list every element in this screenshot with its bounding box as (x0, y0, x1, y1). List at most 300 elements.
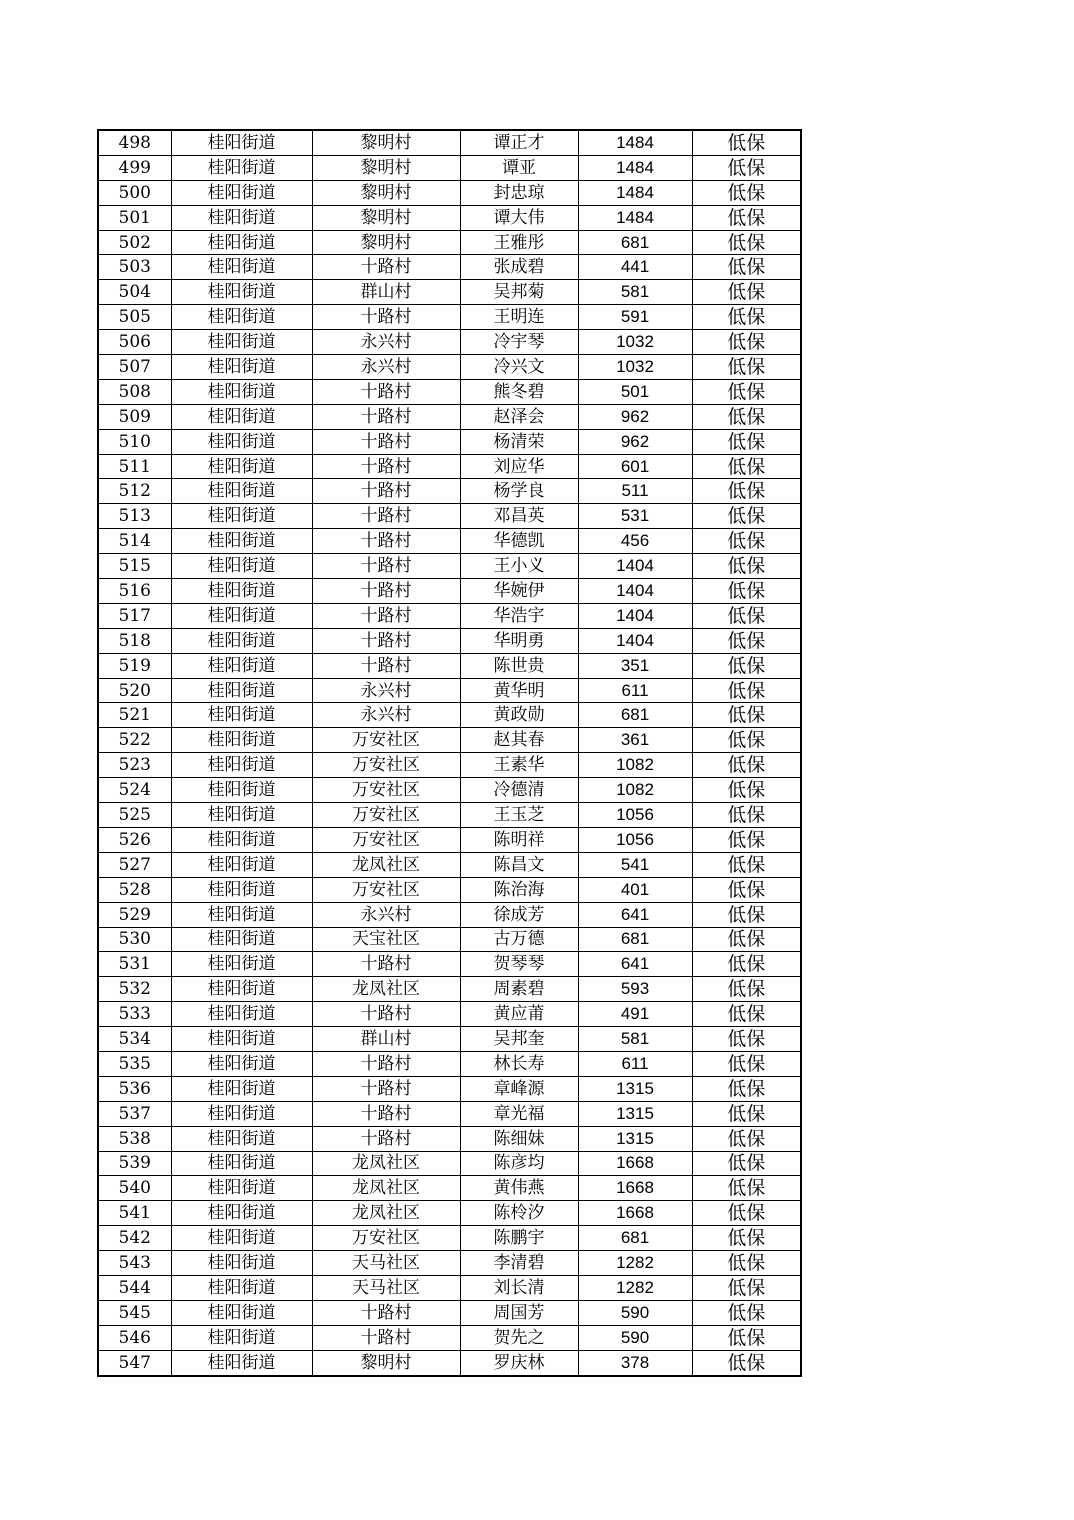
village-cell: 万安社区 (312, 728, 460, 753)
row-number-cell: 524 (98, 778, 171, 803)
assistance-type-cell: 低保 (692, 852, 801, 877)
table-row (98, 454, 801, 479)
name-cell: 贺琴琴 (460, 952, 578, 977)
amount-cell: 1032 (578, 330, 692, 355)
village-cell: 黎明村 (312, 1350, 460, 1375)
assistance-type-cell: 低保 (692, 479, 801, 504)
village-cell: 十路村 (312, 1300, 460, 1325)
row-number-cell: 504 (98, 280, 171, 305)
subdistrict-cell: 桂阳街道 (171, 852, 312, 877)
table-row (98, 1251, 801, 1276)
row-number-cell: 510 (98, 429, 171, 454)
subdistrict-cell: 桂阳街道 (171, 429, 312, 454)
assistance-type-cell: 低保 (692, 155, 801, 180)
subdistrict-cell: 桂阳街道 (171, 355, 312, 380)
table-row (98, 1002, 801, 1027)
village-cell: 十路村 (312, 1002, 460, 1027)
table-row (98, 180, 801, 205)
row-number-cell: 520 (98, 678, 171, 703)
name-cell: 陈柃汐 (460, 1201, 578, 1226)
name-cell: 陈昌文 (460, 852, 578, 877)
name-cell: 王素华 (460, 753, 578, 778)
village-cell: 十路村 (312, 454, 460, 479)
table-row (98, 678, 801, 703)
table-row (98, 579, 801, 604)
row-number-cell: 540 (98, 1176, 171, 1201)
name-cell: 华婉伊 (460, 579, 578, 604)
name-cell: 陈世贵 (460, 653, 578, 678)
table-row (98, 1051, 801, 1076)
amount-cell: 531 (578, 504, 692, 529)
row-number-cell: 525 (98, 803, 171, 828)
row-number-cell: 515 (98, 554, 171, 579)
village-cell: 龙凤社区 (312, 977, 460, 1002)
row-number-cell: 543 (98, 1251, 171, 1276)
name-cell: 王雅彤 (460, 230, 578, 255)
village-cell: 万安社区 (312, 1226, 460, 1251)
row-number-cell: 535 (98, 1051, 171, 1076)
amount-cell: 1082 (578, 753, 692, 778)
name-cell: 刘长清 (460, 1275, 578, 1300)
assistance-type-cell: 低保 (692, 330, 801, 355)
amount-cell: 361 (578, 728, 692, 753)
village-cell: 万安社区 (312, 827, 460, 852)
name-cell: 陈明祥 (460, 827, 578, 852)
subdistrict-cell: 桂阳街道 (171, 404, 312, 429)
amount-cell: 1082 (578, 778, 692, 803)
subdistrict-cell: 桂阳街道 (171, 1027, 312, 1052)
amount-cell: 1404 (578, 579, 692, 604)
table-row (98, 1076, 801, 1101)
village-cell: 龙凤社区 (312, 1151, 460, 1176)
row-number-cell: 545 (98, 1300, 171, 1325)
name-cell: 杨清荣 (460, 429, 578, 454)
subdistrict-cell: 桂阳街道 (171, 155, 312, 180)
table-row (98, 703, 801, 728)
assistance-type-cell: 低保 (692, 1176, 801, 1201)
name-cell: 黄应莆 (460, 1002, 578, 1027)
table-row (98, 603, 801, 628)
subdistrict-cell: 桂阳街道 (171, 230, 312, 255)
assistance-type-cell: 低保 (692, 1350, 801, 1375)
amount-cell: 1032 (578, 355, 692, 380)
assistance-type-cell: 低保 (692, 554, 801, 579)
subdistrict-cell: 桂阳街道 (171, 778, 312, 803)
name-cell: 罗庆林 (460, 1350, 578, 1375)
table-row (98, 1176, 801, 1201)
assistance-type-cell: 低保 (692, 753, 801, 778)
village-cell: 天宝社区 (312, 927, 460, 952)
amount-cell: 541 (578, 852, 692, 877)
row-number-cell: 513 (98, 504, 171, 529)
table-row (98, 753, 801, 778)
name-cell: 冷德清 (460, 778, 578, 803)
name-cell: 贺先之 (460, 1325, 578, 1350)
amount-cell: 591 (578, 305, 692, 330)
village-cell: 十路村 (312, 379, 460, 404)
row-number-cell: 518 (98, 628, 171, 653)
assistance-type-cell: 低保 (692, 728, 801, 753)
amount-cell: 1484 (578, 155, 692, 180)
row-number-cell: 537 (98, 1101, 171, 1126)
subdistrict-cell: 桂阳街道 (171, 1076, 312, 1101)
village-cell: 十路村 (312, 554, 460, 579)
row-number-cell: 528 (98, 877, 171, 902)
name-cell: 陈细妹 (460, 1126, 578, 1151)
village-cell: 万安社区 (312, 778, 460, 803)
row-number-cell: 502 (98, 230, 171, 255)
table-row (98, 1151, 801, 1176)
table-row (98, 205, 801, 230)
village-cell: 十路村 (312, 529, 460, 554)
table-row (98, 255, 801, 280)
name-cell: 王小义 (460, 554, 578, 579)
amount-cell: 681 (578, 230, 692, 255)
amount-cell: 511 (578, 479, 692, 504)
village-cell: 天马社区 (312, 1275, 460, 1300)
row-number-cell: 532 (98, 977, 171, 1002)
amount-cell: 1315 (578, 1076, 692, 1101)
amount-cell: 401 (578, 877, 692, 902)
amount-cell: 581 (578, 280, 692, 305)
name-cell: 邓昌英 (460, 504, 578, 529)
table-row (98, 230, 801, 255)
row-number-cell: 508 (98, 379, 171, 404)
assistance-type-cell: 低保 (692, 827, 801, 852)
row-number-cell: 534 (98, 1027, 171, 1052)
subdistrict-cell: 桂阳街道 (171, 130, 312, 155)
assistance-type-cell: 低保 (692, 1076, 801, 1101)
table-row (98, 977, 801, 1002)
row-number-cell: 498 (98, 130, 171, 155)
row-number-cell: 541 (98, 1201, 171, 1226)
assistance-type-cell: 低保 (692, 1251, 801, 1276)
amount-cell: 681 (578, 927, 692, 952)
row-number-cell: 517 (98, 603, 171, 628)
row-number-cell: 519 (98, 653, 171, 678)
assistance-type-cell: 低保 (692, 1201, 801, 1226)
subdistrict-cell: 桂阳街道 (171, 255, 312, 280)
table-row (98, 355, 801, 380)
village-cell: 十路村 (312, 1051, 460, 1076)
assistance-type-cell: 低保 (692, 778, 801, 803)
subdistrict-cell: 桂阳街道 (171, 902, 312, 927)
row-number-cell: 500 (98, 180, 171, 205)
assistance-type-cell: 低保 (692, 1151, 801, 1176)
table-row (98, 927, 801, 952)
subdistrict-cell: 桂阳街道 (171, 280, 312, 305)
assistance-type-cell: 低保 (692, 255, 801, 280)
table-row (98, 852, 801, 877)
table-row (98, 529, 801, 554)
village-cell: 十路村 (312, 653, 460, 678)
name-cell: 谭亚 (460, 155, 578, 180)
name-cell: 王玉芝 (460, 803, 578, 828)
subdistrict-cell: 桂阳街道 (171, 827, 312, 852)
row-number-cell: 523 (98, 753, 171, 778)
assistance-type-cell: 低保 (692, 230, 801, 255)
assistance-type-cell: 低保 (692, 1226, 801, 1251)
name-cell: 陈彦均 (460, 1151, 578, 1176)
name-cell: 陈治海 (460, 877, 578, 902)
assistance-type-cell: 低保 (692, 703, 801, 728)
name-cell: 吴邦奎 (460, 1027, 578, 1052)
row-number-cell: 512 (98, 479, 171, 504)
village-cell: 黎明村 (312, 205, 460, 230)
assistance-type-cell: 低保 (692, 603, 801, 628)
assistance-type-cell: 低保 (692, 280, 801, 305)
village-cell: 永兴村 (312, 330, 460, 355)
table-row (98, 877, 801, 902)
assistance-type-cell: 低保 (692, 877, 801, 902)
name-cell: 吴邦菊 (460, 280, 578, 305)
village-cell: 十路村 (312, 1325, 460, 1350)
table-row (98, 155, 801, 180)
assistance-type-cell: 低保 (692, 404, 801, 429)
assistance-type-cell: 低保 (692, 1027, 801, 1052)
name-cell: 黄伟燕 (460, 1176, 578, 1201)
table-row (98, 952, 801, 977)
subdistrict-cell: 桂阳街道 (171, 603, 312, 628)
subdistrict-cell: 桂阳街道 (171, 927, 312, 952)
table-row (98, 305, 801, 330)
row-number-cell: 530 (98, 927, 171, 952)
village-cell: 永兴村 (312, 703, 460, 728)
assistance-type-cell: 低保 (692, 653, 801, 678)
assistance-type-cell: 低保 (692, 1275, 801, 1300)
village-cell: 永兴村 (312, 902, 460, 927)
table-row (98, 130, 801, 155)
name-cell: 熊冬碧 (460, 379, 578, 404)
subdistrict-cell: 桂阳街道 (171, 728, 312, 753)
subdistrict-cell: 桂阳街道 (171, 554, 312, 579)
table-row (98, 504, 801, 529)
name-cell: 周素碧 (460, 977, 578, 1002)
table-row (98, 902, 801, 927)
subdistrict-cell: 桂阳街道 (171, 1101, 312, 1126)
subdistrict-cell: 桂阳街道 (171, 529, 312, 554)
row-number-cell: 542 (98, 1226, 171, 1251)
assistance-type-cell: 低保 (692, 952, 801, 977)
row-number-cell: 547 (98, 1350, 171, 1375)
amount-cell: 1404 (578, 554, 692, 579)
row-number-cell: 526 (98, 827, 171, 852)
assistance-type-cell: 低保 (692, 1126, 801, 1151)
amount-cell: 456 (578, 529, 692, 554)
village-cell: 黎明村 (312, 130, 460, 155)
row-number-cell: 544 (98, 1275, 171, 1300)
table-row (98, 803, 801, 828)
row-number-cell: 506 (98, 330, 171, 355)
subdistrict-cell: 桂阳街道 (171, 1201, 312, 1226)
name-cell: 林长寿 (460, 1051, 578, 1076)
amount-cell: 491 (578, 1002, 692, 1027)
amount-cell: 590 (578, 1300, 692, 1325)
amount-cell: 1484 (578, 205, 692, 230)
subdistrict-cell: 桂阳街道 (171, 479, 312, 504)
row-number-cell: 536 (98, 1076, 171, 1101)
amount-cell: 441 (578, 255, 692, 280)
row-number-cell: 546 (98, 1325, 171, 1350)
name-cell: 冷兴文 (460, 355, 578, 380)
amount-cell: 593 (578, 977, 692, 1002)
subdistrict-cell: 桂阳街道 (171, 504, 312, 529)
name-cell: 周国芳 (460, 1300, 578, 1325)
subdistrict-cell: 桂阳街道 (171, 454, 312, 479)
amount-cell: 1404 (578, 628, 692, 653)
village-cell: 永兴村 (312, 678, 460, 703)
table-row (98, 280, 801, 305)
assistance-type-cell: 低保 (692, 1101, 801, 1126)
name-cell: 杨学良 (460, 479, 578, 504)
name-cell: 张成碧 (460, 255, 578, 280)
amount-cell: 1282 (578, 1275, 692, 1300)
table-row (98, 628, 801, 653)
village-cell: 十路村 (312, 603, 460, 628)
amount-cell: 590 (578, 1325, 692, 1350)
assistance-type-cell: 低保 (692, 902, 801, 927)
row-number-cell: 511 (98, 454, 171, 479)
name-cell: 华德凯 (460, 529, 578, 554)
village-cell: 黎明村 (312, 155, 460, 180)
subdistrict-cell: 桂阳街道 (171, 1002, 312, 1027)
name-cell: 徐成芳 (460, 902, 578, 927)
subdistrict-cell: 桂阳街道 (171, 678, 312, 703)
table-row (98, 479, 801, 504)
amount-cell: 501 (578, 379, 692, 404)
row-number-cell: 501 (98, 205, 171, 230)
village-cell: 十路村 (312, 1101, 460, 1126)
village-cell: 十路村 (312, 504, 460, 529)
assistance-type-cell: 低保 (692, 130, 801, 155)
row-number-cell: 499 (98, 155, 171, 180)
amount-cell: 641 (578, 952, 692, 977)
row-number-cell: 505 (98, 305, 171, 330)
amount-cell: 1668 (578, 1176, 692, 1201)
row-number-cell: 533 (98, 1002, 171, 1027)
name-cell: 黄政勋 (460, 703, 578, 728)
village-cell: 十路村 (312, 404, 460, 429)
subdistrict-cell: 桂阳街道 (171, 1226, 312, 1251)
row-number-cell: 522 (98, 728, 171, 753)
village-cell: 十路村 (312, 952, 460, 977)
subdistrict-cell: 桂阳街道 (171, 628, 312, 653)
amount-cell: 641 (578, 902, 692, 927)
village-cell: 十路村 (312, 1126, 460, 1151)
amount-cell: 378 (578, 1350, 692, 1375)
village-cell: 十路村 (312, 628, 460, 653)
subdistrict-cell: 桂阳街道 (171, 1350, 312, 1375)
subdistrict-cell: 桂阳街道 (171, 330, 312, 355)
assistance-type-cell: 低保 (692, 1051, 801, 1076)
village-cell: 群山村 (312, 280, 460, 305)
village-cell: 黎明村 (312, 180, 460, 205)
name-cell: 谭大伟 (460, 205, 578, 230)
table-row (98, 827, 801, 852)
table-row (98, 1101, 801, 1126)
assistance-roster-table (97, 129, 802, 1377)
name-cell: 刘应华 (460, 454, 578, 479)
amount-cell: 681 (578, 1226, 692, 1251)
name-cell: 赵其春 (460, 728, 578, 753)
table-row (98, 653, 801, 678)
amount-cell: 1484 (578, 180, 692, 205)
subdistrict-cell: 桂阳街道 (171, 753, 312, 778)
row-number-cell: 507 (98, 355, 171, 380)
subdistrict-cell: 桂阳街道 (171, 703, 312, 728)
table-row (98, 1201, 801, 1226)
amount-cell: 1668 (578, 1201, 692, 1226)
name-cell: 黄华明 (460, 678, 578, 703)
assistance-type-cell: 低保 (692, 803, 801, 828)
village-cell: 永兴村 (312, 355, 460, 380)
table-row (98, 1027, 801, 1052)
amount-cell: 681 (578, 703, 692, 728)
village-cell: 十路村 (312, 429, 460, 454)
table-row (98, 554, 801, 579)
row-number-cell: 521 (98, 703, 171, 728)
assistance-type-cell: 低保 (692, 379, 801, 404)
table-row (98, 379, 801, 404)
row-number-cell: 514 (98, 529, 171, 554)
assistance-type-cell: 低保 (692, 1002, 801, 1027)
amount-cell: 611 (578, 678, 692, 703)
table-row (98, 429, 801, 454)
assistance-type-cell: 低保 (692, 429, 801, 454)
assistance-type-cell: 低保 (692, 180, 801, 205)
name-cell: 陈鹏宇 (460, 1226, 578, 1251)
amount-cell: 1282 (578, 1251, 692, 1276)
assistance-type-cell: 低保 (692, 504, 801, 529)
amount-cell: 611 (578, 1051, 692, 1076)
subdistrict-cell: 桂阳街道 (171, 1151, 312, 1176)
amount-cell: 1668 (578, 1151, 692, 1176)
subdistrict-cell: 桂阳街道 (171, 579, 312, 604)
village-cell: 万安社区 (312, 877, 460, 902)
table-row (98, 330, 801, 355)
subdistrict-cell: 桂阳街道 (171, 1051, 312, 1076)
subdistrict-cell: 桂阳街道 (171, 952, 312, 977)
assistance-type-cell: 低保 (692, 579, 801, 604)
name-cell: 华浩宇 (460, 603, 578, 628)
assistance-type-cell: 低保 (692, 628, 801, 653)
amount-cell: 1056 (578, 803, 692, 828)
assistance-type-cell: 低保 (692, 305, 801, 330)
subdistrict-cell: 桂阳街道 (171, 180, 312, 205)
subdistrict-cell: 桂阳街道 (171, 1275, 312, 1300)
village-cell: 十路村 (312, 479, 460, 504)
row-number-cell: 538 (98, 1126, 171, 1151)
name-cell: 谭正才 (460, 130, 578, 155)
assistance-type-cell: 低保 (692, 529, 801, 554)
amount-cell: 581 (578, 1027, 692, 1052)
table-row (98, 1325, 801, 1350)
assistance-type-cell: 低保 (692, 1300, 801, 1325)
row-number-cell: 531 (98, 952, 171, 977)
row-number-cell: 539 (98, 1151, 171, 1176)
name-cell: 李清碧 (460, 1251, 578, 1276)
amount-cell: 1315 (578, 1101, 692, 1126)
village-cell: 十路村 (312, 255, 460, 280)
name-cell: 王明连 (460, 305, 578, 330)
table-row (98, 1226, 801, 1251)
village-cell: 万安社区 (312, 803, 460, 828)
village-cell: 黎明村 (312, 230, 460, 255)
village-cell: 万安社区 (312, 753, 460, 778)
table-row (98, 1350, 801, 1375)
assistance-type-cell: 低保 (692, 355, 801, 380)
amount-cell: 351 (578, 653, 692, 678)
